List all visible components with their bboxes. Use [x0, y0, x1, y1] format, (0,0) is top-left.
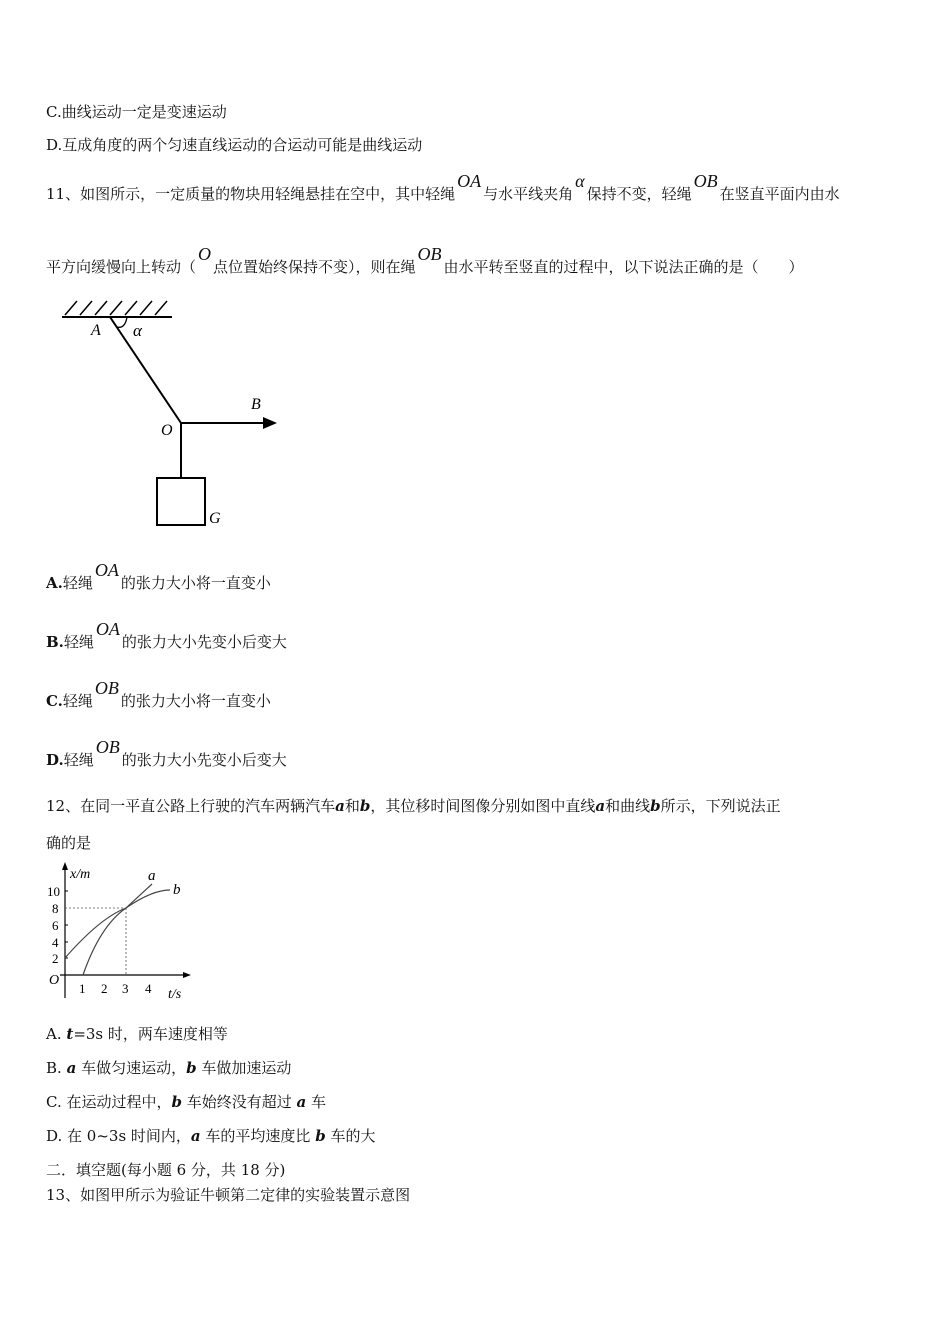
var-b: b — [650, 797, 661, 815]
y-axis-label: x/m — [70, 867, 91, 882]
label-b: B — [251, 396, 261, 413]
var-a: a — [190, 1127, 201, 1145]
text: 的张力大小先变小后变大 — [121, 751, 287, 769]
q11-stem-line1 — [46, 171, 840, 204]
text: 保持不变，轻绳 — [586, 185, 692, 203]
math-ob: OB — [693, 171, 718, 191]
math-alpha: α — [575, 171, 585, 191]
text: 的张力大小先变小后变大 — [121, 633, 287, 651]
q11-force-diagram — [55, 295, 295, 535]
text: 由水平转至竖直的过程中，以下说法正确的是（ ） — [443, 258, 804, 276]
text: 车 — [306, 1093, 327, 1111]
q11-option-c — [46, 678, 271, 711]
section-heading-fill-in: 二．填空题(每小题 6 分，共 18 分) — [46, 1161, 286, 1179]
text: 车始终没有超过 — [181, 1093, 297, 1111]
x-axis-arrow — [183, 972, 191, 978]
label-g: G — [209, 510, 221, 527]
var-a: a — [595, 797, 606, 815]
option-prefix: C. — [46, 692, 63, 710]
var-b: b — [186, 1059, 197, 1077]
q12-xt-graph — [40, 860, 200, 1005]
text: 平方向缓慢向上转动（ — [46, 258, 197, 276]
curve-b-label: b — [173, 882, 181, 898]
var-b: b — [171, 1093, 182, 1111]
block-g — [157, 478, 205, 525]
var-a: a — [335, 797, 345, 815]
q11-option-d — [46, 737, 287, 770]
y-axis-arrow — [62, 862, 68, 870]
text: 所示，下列说法正 — [660, 797, 781, 815]
var-b: b — [359, 797, 371, 815]
text: 和 — [344, 797, 360, 815]
origin-label: O — [49, 973, 60, 988]
option-prefix: D. — [46, 751, 64, 769]
rope-oa — [110, 317, 181, 423]
math-oa: OA — [457, 171, 482, 191]
ytick-2: 2 — [52, 951, 59, 966]
q12-option-b — [46, 1058, 291, 1078]
q12-option-c — [46, 1092, 326, 1112]
text: 和曲线 — [605, 797, 651, 815]
q10-option-d: D.互成角度的两个匀速直线运动的合运动可能是曲线运动 — [46, 136, 423, 154]
math-o: O — [198, 244, 212, 264]
text: 轻绳 — [62, 692, 93, 710]
arrow-head — [263, 417, 277, 429]
var-b: b — [315, 1127, 326, 1145]
xtick-1: 1 — [79, 981, 86, 996]
text: 车的大 — [325, 1127, 376, 1145]
q11-option-a — [46, 560, 271, 593]
q12-stem-line2: 确的是 — [46, 834, 92, 852]
q10-option-c: C.曲线运动一定是变速运动 — [46, 103, 227, 121]
text: 轻绳 — [63, 633, 94, 651]
math-ob: OB — [95, 737, 120, 757]
text: 在竖直平面内由水 — [719, 185, 840, 203]
q13-stem: 13、如图甲所示为验证牛顿第二定律的实验装置示意图 — [46, 1186, 411, 1204]
text: 车做加速运动 — [196, 1059, 292, 1077]
text: A. — [46, 1025, 67, 1043]
option-prefix: B. — [46, 633, 64, 651]
option-prefix: A. — [46, 574, 63, 592]
text: 的张力大小将一直变小 — [120, 574, 271, 592]
text: ，其位移时间图像分别如图中直线 — [370, 797, 596, 815]
q11-option-b — [46, 619, 287, 652]
text: 的张力大小将一直变小 — [120, 692, 271, 710]
math-ob: OB — [417, 244, 442, 264]
ytick-4: 4 — [52, 935, 59, 950]
text: B. — [46, 1059, 67, 1077]
text: 点位置始终保持不变），则在绳 — [213, 258, 416, 276]
math-oa: OA — [95, 619, 120, 639]
text: 11、如图所示，一定质量的物块用轻绳悬挂在空中，其中轻绳 — [46, 185, 456, 203]
xtick-4: 4 — [145, 981, 152, 996]
curve-b — [65, 890, 170, 958]
q12-option-a — [46, 1024, 228, 1044]
math-oa: OA — [94, 560, 119, 580]
label-o: O — [161, 422, 173, 439]
angle-arc — [117, 317, 127, 327]
ytick-6: 6 — [52, 918, 59, 933]
text: C. 在运动过程中， — [46, 1093, 172, 1111]
ytick-8: 8 — [52, 901, 59, 916]
curve-a-label: a — [148, 868, 156, 884]
var-t: t — [66, 1025, 74, 1043]
text: D. 在 0~3s 时间内， — [46, 1127, 191, 1145]
text: 车做匀速运动， — [76, 1059, 187, 1077]
text: 车的平均速度比 — [200, 1127, 316, 1145]
text: =3s 时，两车速度相等 — [73, 1025, 228, 1043]
q11-stem-line2 — [46, 244, 804, 277]
label-alpha: α — [133, 321, 142, 340]
ytick-10: 10 — [47, 884, 60, 899]
q12-stem-line1 — [46, 796, 781, 816]
math-ob: OB — [94, 678, 119, 698]
label-a: A — [91, 322, 101, 339]
xtick-2: 2 — [101, 981, 108, 996]
text: 轻绳 — [62, 574, 93, 592]
var-a: a — [66, 1059, 77, 1077]
text: 轻绳 — [63, 751, 94, 769]
x-axis-label: t/s — [168, 987, 182, 1002]
text: 与水平线夹角 — [483, 185, 574, 203]
xtick-3: 3 — [122, 981, 129, 996]
var-a: a — [296, 1093, 307, 1111]
q12-option-d — [46, 1126, 375, 1146]
ceiling-hatch — [65, 301, 167, 315]
text: 12、在同一平直公路上行驶的汽车两辆汽车 — [46, 797, 336, 815]
